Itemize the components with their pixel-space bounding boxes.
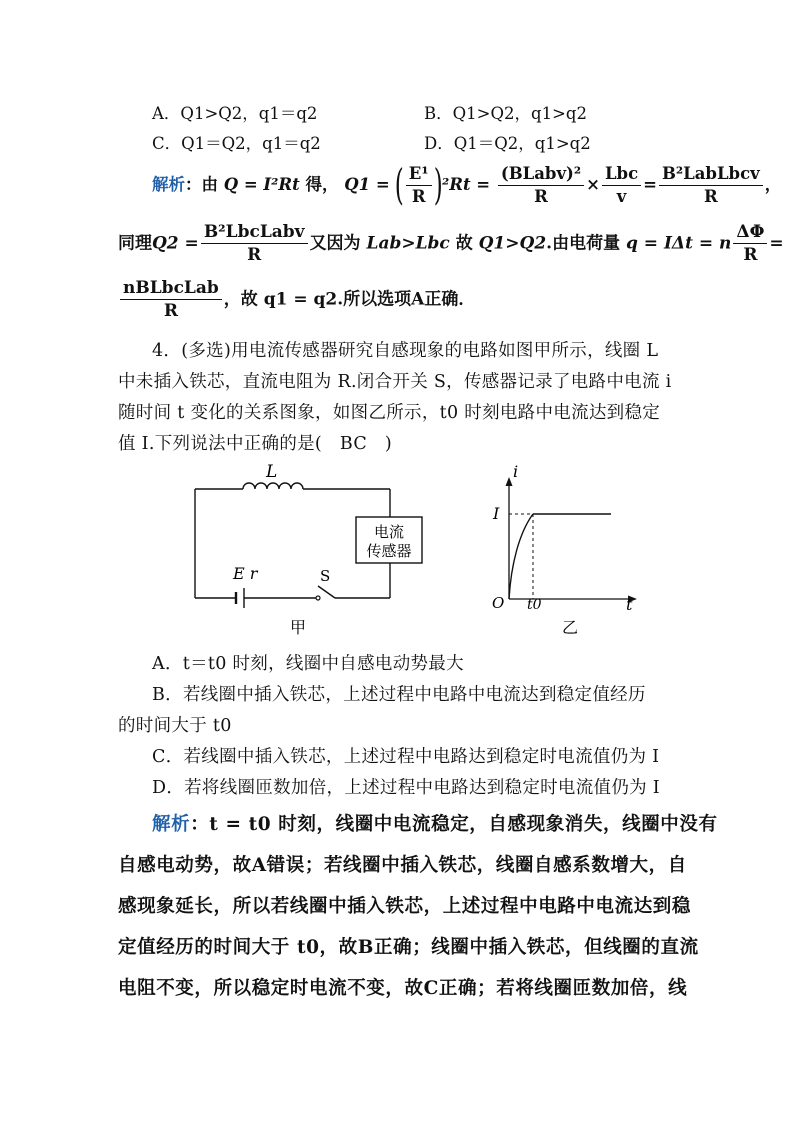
text: ：t = t0 时刻，线圈中电流稳定，自感现象消失，线圈中没有 [190,814,718,835]
times: × [586,174,600,194]
formula-compare: Lab>Lbc [366,233,450,254]
text: ， [764,174,782,194]
den: R [703,186,718,206]
den: v [616,186,627,206]
formula-q: Q = I²Rt [223,174,300,194]
axis-label-t0: t0 [527,597,542,613]
y-axis-arrow [506,477,513,486]
text: ²Rt = [442,174,491,194]
fraction-l-v [602,164,641,207]
fraction-e-r [406,164,432,207]
figure-area [0,455,794,655]
caption-yi: 乙 [562,618,579,637]
option-a-q4: A．t＝t0 时刻，线圈中自感电动势最大 [152,654,464,674]
num: B²LabLbcv [659,164,763,186]
caption-jia: 甲 [290,618,307,637]
label-battery: E r [233,564,258,583]
text: ：由 [185,174,218,194]
current-rise-curve [509,514,533,599]
q4-line1: 4．(多选)用电流传感器研究自感现象的电路如图甲所示，线圈 L [152,341,659,361]
option-b-q4-line1: B．若线圈中插入铁芯，上述过程中电路中电流达到稳定值经历 [152,685,646,705]
solution3-line2 [118,222,784,266]
solution3-line1 [152,160,782,210]
den: R [411,186,426,206]
text: 得， [305,174,339,194]
option-b-q4-line2: 的时间大于 t0 [118,716,232,736]
switch-blade [318,586,335,598]
axis-label-t: t [626,595,633,614]
fraction-blv [498,164,584,207]
solution4-line1 [152,810,718,836]
num: ΔΦ [733,222,767,244]
fraction-result [659,164,763,207]
fraction-nbl [120,278,222,322]
paren-left: ( [395,160,405,210]
den: R [163,301,178,322]
axis-label-origin: O [492,594,505,612]
option-a-q3: A．Q1>Q2，q1＝q2 [152,104,318,123]
axis-label-i: i [513,462,519,481]
solution4-line3: 感现象延长，所以若线圈中插入铁芯，上述过程中电路中电流达到稳 [118,896,692,917]
text: 故 [455,233,473,254]
den: R [743,245,758,266]
q4-line3: 随时间 t 变化的关系图象，如图乙所示，t0 时刻电路中电流达到稳定 [118,403,661,423]
text: ，故 q1 = q2.所以选项A正确． [223,289,476,310]
text: 同理 [118,233,152,254]
fraction-q2 [201,222,308,266]
num: nBLbcLab [120,278,222,300]
solution4-line4: 定值经历的时间大于 t0，故B正确；线圈中插入铁芯，但线圈的直流 [118,937,699,958]
option-c-q3: C．Q1＝Q2，q1＝q2 [152,134,321,153]
switch-contact [316,596,320,600]
formula-qcmp: Q1>Q2 [478,233,547,254]
solution3-line3 [118,278,475,322]
q4-line4: 值 I.下列说法中正确的是( BC ) [118,434,392,454]
axis-label-I: I [493,504,500,523]
option-d-q3: D．Q1＝Q2，q1>q2 [424,134,591,153]
label-switch: S [320,567,331,585]
solution4-line5: 电阻不变，所以稳定时电流不变，故C正确；若将线圈匝数加倍，线 [118,978,688,999]
num: B²LbcLabv [201,222,308,244]
text: = [643,174,657,194]
formula-q2: Q2 = [152,233,199,254]
text: = [769,233,784,254]
sensor-label-1: 电流 [373,523,405,541]
option-c-q4: C．若线圈中插入铁芯，上述过程中电路达到稳定时电流值仍为 I [152,747,660,767]
text: 又因为 [309,233,361,254]
q4-line2: 中未插入铁芯，直流电阻为 R.闭合开关 S，传感器记录了电路中电流 i [118,372,672,392]
formula-q-charge: q = IΔt = n [626,233,732,254]
label-inductor: L [266,462,278,482]
option-d-q4: D．若将线圈匝数加倍，上述过程中电路达到稳定时电流值仍为 I [152,778,661,798]
formula-q1: Q1 = [344,174,390,194]
fraction-flux [733,222,767,266]
num: E¹ [406,164,432,186]
inductor-coil [243,483,303,489]
num: (BLabv)² [498,164,584,186]
current-time-graph [506,477,638,603]
option-b-q3: B．Q1>Q2，q1>q2 [424,104,587,123]
jiexi-label: 解析 [152,174,185,194]
paren-right: ) [433,160,443,210]
den: R [247,245,262,266]
sensor-label-2: 传感器 [366,542,412,560]
jiexi-label-2: 解析 [152,814,191,835]
text: .由电荷量 [546,233,621,254]
num: Lbc [602,164,641,186]
den: R [534,186,548,206]
solution4-line2: 自感电动势，故A错误；若线圈中插入铁芯，线圈自感系数增大，自 [118,855,687,876]
